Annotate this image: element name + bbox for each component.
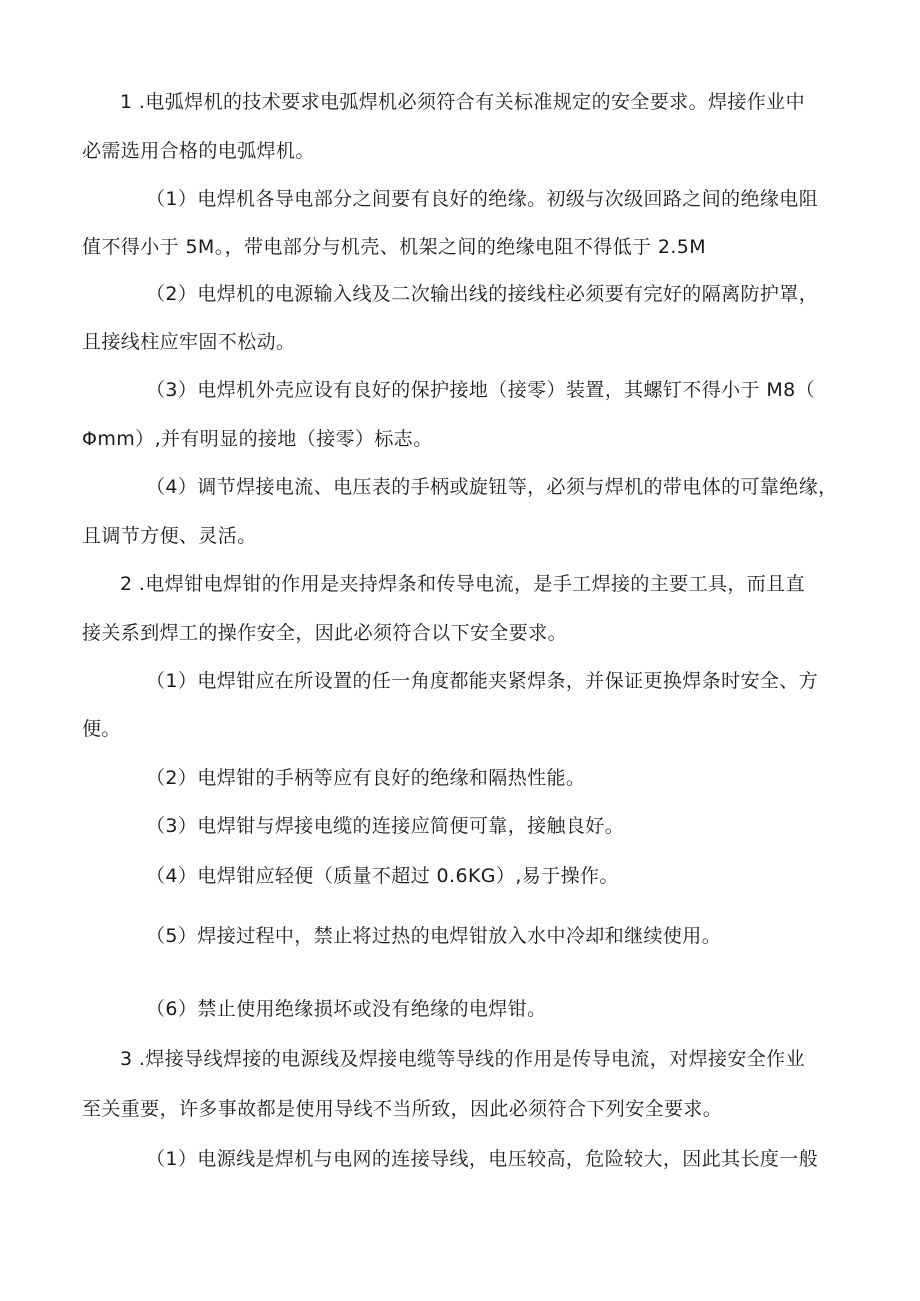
item-2-2: （2）电焊钳的手柄等应有良好的绝缘和隔热性能。 <box>146 767 586 789</box>
item-1-4-cont: 且调节方便、灵活。 <box>82 525 257 547</box>
section-3-heading: 3 .焊接导线焊接的电源线及焊接电缆等导线的作用是传导电流，对焊接安全作业 <box>120 1048 805 1070</box>
section-2-heading-cont: 接关系到焊工的操作安全，因此必须符合以下安全要求。 <box>82 622 568 644</box>
item-2-4: （4）电焊钳应轻便（质量不超过 0.6KG）,易于操作。 <box>146 865 619 887</box>
item-1-1: （1）电焊机各导电部分之间要有良好的绝缘。初级与次级回路之间的绝缘电阻 <box>146 188 819 210</box>
item-3-1: （1）电源线是焊机与电网的连接导线，电压较高，危险较大，因此其长度一般 <box>146 1148 819 1170</box>
item-2-1: （1）电焊钳应在所设置的任一角度都能夹紧焊条，并保证更换焊条时安全、方 <box>146 670 819 692</box>
item-1-4: （4）调节焊接电流、电压表的手柄或旋钮等，必须与焊机的带电体的可靠绝缘， <box>146 476 838 498</box>
section-1-heading-cont: 必需选用合格的电弧焊机。 <box>82 140 315 162</box>
item-1-1-cont: 值不得小于 5M。，带电部分与机壳、机架之间的绝缘电阻不得低于 2.5M <box>82 236 707 258</box>
item-1-2-cont: 且接线柱应牢固不松动。 <box>82 331 296 353</box>
item-2-5: （5）焊接过程中，禁止将过热的电焊钳放入水中冷却和继续使用。 <box>146 925 722 947</box>
item-1-2: （2）电焊机的电源输入线及二次输出线的接线柱必须要有完好的隔离防护罩， <box>146 283 819 305</box>
section-2-heading: 2 .电焊钳电焊钳的作用是夹持焊条和传导电流，是手工焊接的主要工具，而且直 <box>120 573 805 595</box>
item-2-3: （3）电焊钳与焊接电缆的连接应简便可靠，接触良好。 <box>146 815 625 837</box>
item-2-1-cont: 便。 <box>82 718 121 740</box>
item-1-3-cont: Φmm）,并有明显的接地（接零）标志。 <box>82 428 433 450</box>
item-2-6: （6）禁止使用绝缘损坏或没有绝缘的电焊钳。 <box>146 998 547 1020</box>
section-1-heading: 1 .电弧焊机的技术要求电弧焊机必须符合有关标准规定的安全要求。焊接作业中 <box>120 91 805 113</box>
item-1-3: （3）电焊机外壳应设有良好的保护接地（接零）装置，其螺钉不得小于 M8（ <box>146 379 816 401</box>
section-3-heading-cont: 至关重要，许多事故都是使用导线不当所致，因此必须符合下列安全要求。 <box>82 1098 723 1120</box>
